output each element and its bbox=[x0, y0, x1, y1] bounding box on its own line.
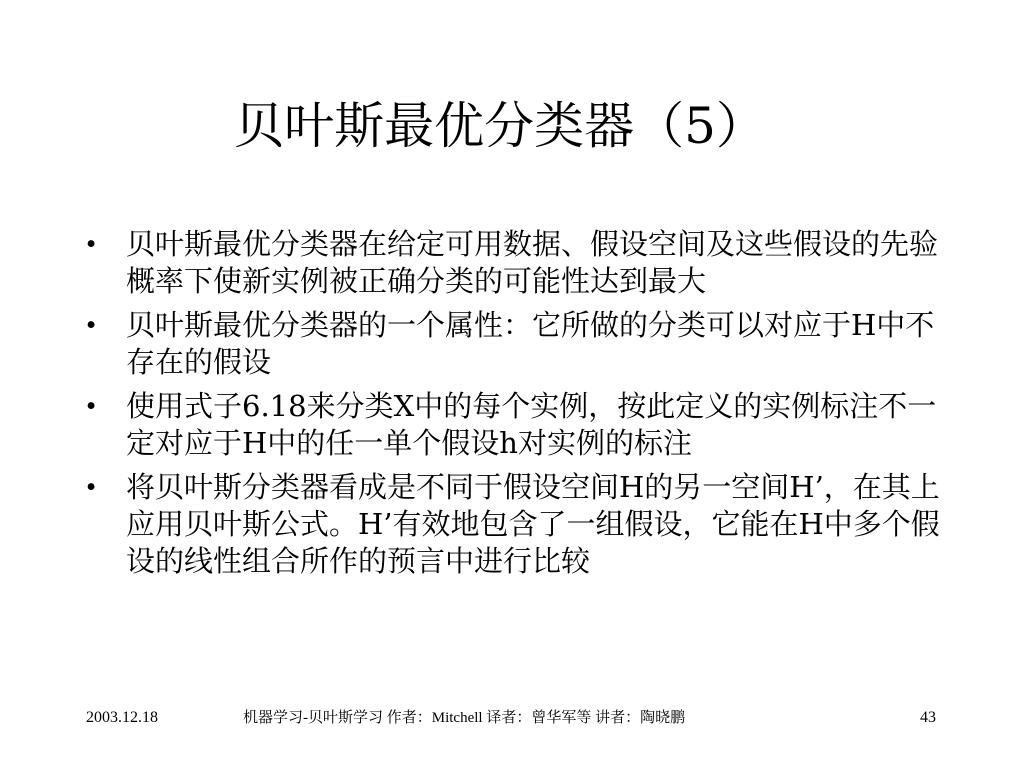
bullet-text: 将贝叶斯分类器看成是不同于假设空间H的另一空间H’，在其上应用贝叶斯公式。H’有效地包含了一组假设，它能在H中多个假设的线性组合所作的预言中进行比较 bbox=[126, 470, 940, 578]
bullet-list bbox=[80, 226, 940, 587]
footer-date: 2003.12.18 bbox=[86, 709, 158, 726]
bullet-marker: • bbox=[86, 228, 97, 260]
footer-credits: 机器学习-贝叶斯学习 作者：Mitchell 译者：曾华军等 讲者：陶晓鹏 bbox=[243, 710, 686, 726]
bullet-marker: • bbox=[86, 309, 97, 341]
slide-title: 贝叶斯最优分类器（5） bbox=[234, 97, 766, 155]
bullet-text: 贝叶斯最优分类器的一个属性：它所做的分类可以对应于H中不存在的假设 bbox=[126, 308, 935, 379]
bullet-marker: • bbox=[86, 390, 97, 422]
bullet-marker: • bbox=[86, 471, 97, 503]
bullet-item bbox=[80, 469, 940, 580]
bullet-text: 贝叶斯最优分类器在给定可用数据、假设空间及这些假设的先验概率下使新实例被正确分类的可能性达到最大 bbox=[126, 227, 939, 298]
page-number: 43 bbox=[920, 709, 936, 726]
bullet-item bbox=[80, 226, 940, 300]
slide-footer bbox=[0, 703, 1024, 733]
bullet-item bbox=[80, 388, 940, 462]
bullet-item bbox=[80, 307, 940, 381]
bullet-text: 使用式子6.18来分类X中的每个实例，按此定义的实例标注不一定对应于H中的任一单个假设h对实例的标注 bbox=[126, 389, 937, 460]
